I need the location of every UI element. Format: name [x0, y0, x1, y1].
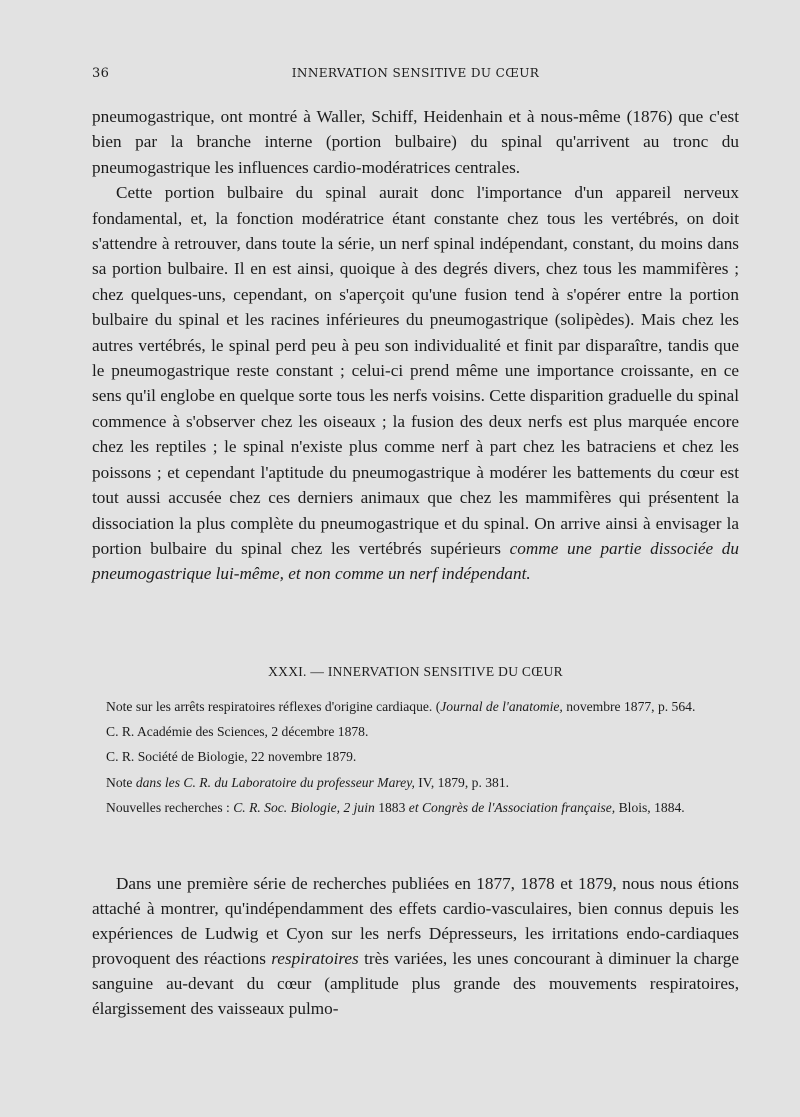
paragraph-3-text: Dans une première série de recherches publiées en 1877, 1878 et 1879, nous nous étions attaché à montrer, qu'indépendamment des effets cardio-vasculaires, bien connus depuis les expériences de Ludwig et Cyon sur les nerfs Dépresseurs, les irritations endo-cardiaques provoquent des réactions [92, 874, 739, 968]
page-header [92, 64, 739, 84]
paragraph-1: pneumogastrique, ont montré à Waller, Schiff, Heidenhain et à nous-même (1876) que c'est bien par la branche interne (portion bulbaire) du spinal qu'arrivent au tronc du pneumogastrique les influences cardio-modératrices centrales. [92, 107, 739, 177]
main-text [92, 104, 739, 587]
reference-item: C. R. Académie des Sciences, 2 décembre 1878. [106, 724, 369, 740]
reference-text: IV, 1879, p. 381. [414, 774, 510, 790]
reference-item [92, 798, 739, 819]
reference-journal: et Congrès de l'Association française, [408, 799, 616, 815]
reference-text: Nouvelles recherches : [106, 799, 234, 815]
section-heading: XXXI. — INNERVATION SENSITIVE DU CŒUR [268, 664, 563, 679]
reference-text: 1883 [374, 799, 409, 815]
reference-journal: C. R. Soc. Biologie, 2 juin [233, 799, 375, 815]
reference-text: novembre 1877, p. 564. [562, 699, 696, 714]
main-text-2 [92, 871, 739, 1021]
reference-text: Note [106, 774, 136, 790]
paragraph-2-italic: comme une partie dissociée du pneumogastrique lui-même, et non comme un nerf indépendant. [92, 538, 739, 584]
reference-journal: Journal de l'anatomie, [440, 699, 563, 714]
reference-item: C. R. Société de Biologie, 22 novembre 1879. [106, 749, 357, 765]
paragraph-2-text: Cette portion bulbaire du spinal aurait donc l'importance d'un appareil nerveux fondamental, et, la fonction modératrice étant constante chez tous les vertébrés, on doit s'attendre à retrouver, dans toute la série, un nerf spinal indépendant, constant, du moins dans sa portion bulbaire. Il en est ainsi, quoique à des degrés divers, chez tous les mammifères ; chez quelques-uns, cependant, on s'aperçoit qu'une fusion tend à s'opérer entre la portion bulbaire du spinal et les racines inférieures du pneumogastrique (solipèdes). Mais chez les autres vertébrés, le spinal perd peu à peu son individualité et finit par disparaître, tandis que le pneumogastrique reste constant ; celui-ci prend même une importance croissante, en ce sens qu'il englobe en quelque sorte tous les nerfs voisins. Cette disparition graduelle du spinal commence à s'observer chez les oiseaux ; la fusion des deux nerfs est plus marquée encore chez les reptiles ; le spinal n'existe plus comme nerf à part chez les batraciens et chez les poissons ; et cependant l'aptitude du pneumogastrique à modérer les battements du cœur est tout aussi accusée chez ces derniers animaux que chez les mammifères qui présentent la dissociation la plus complète du pneumogastrique et du spinal. On arrive ainsi à envisager la portion bulbaire du spinal chez les vertébrés supérieurs [92, 183, 739, 558]
page-number: 36 [92, 66, 110, 81]
paragraph-3-text: très variées, les unes concourant à diminuer la charge sanguine au-devant du cœur (amplitude plus grande des mouvements respiratoires, élargissement des vaisseaux pulmo- [92, 949, 739, 1018]
running-title: INNERVATION SENSITIVE DU CŒUR [291, 66, 540, 80]
reference-text: Note sur les arrêts respiratoires réflexes d'origine cardiaque. ( [106, 699, 441, 714]
paragraph-3-italic: respiratoires [271, 949, 359, 968]
paragraph-2 [92, 180, 739, 587]
reference-item [92, 697, 739, 718]
reference-item [92, 773, 739, 794]
reference-journal: dans les C. R. du Laboratoire du professeur Marey, [135, 774, 415, 790]
paragraph-3 [92, 871, 739, 1021]
references-list [92, 697, 739, 823]
reference-text: Blois, 1884. [615, 799, 685, 815]
